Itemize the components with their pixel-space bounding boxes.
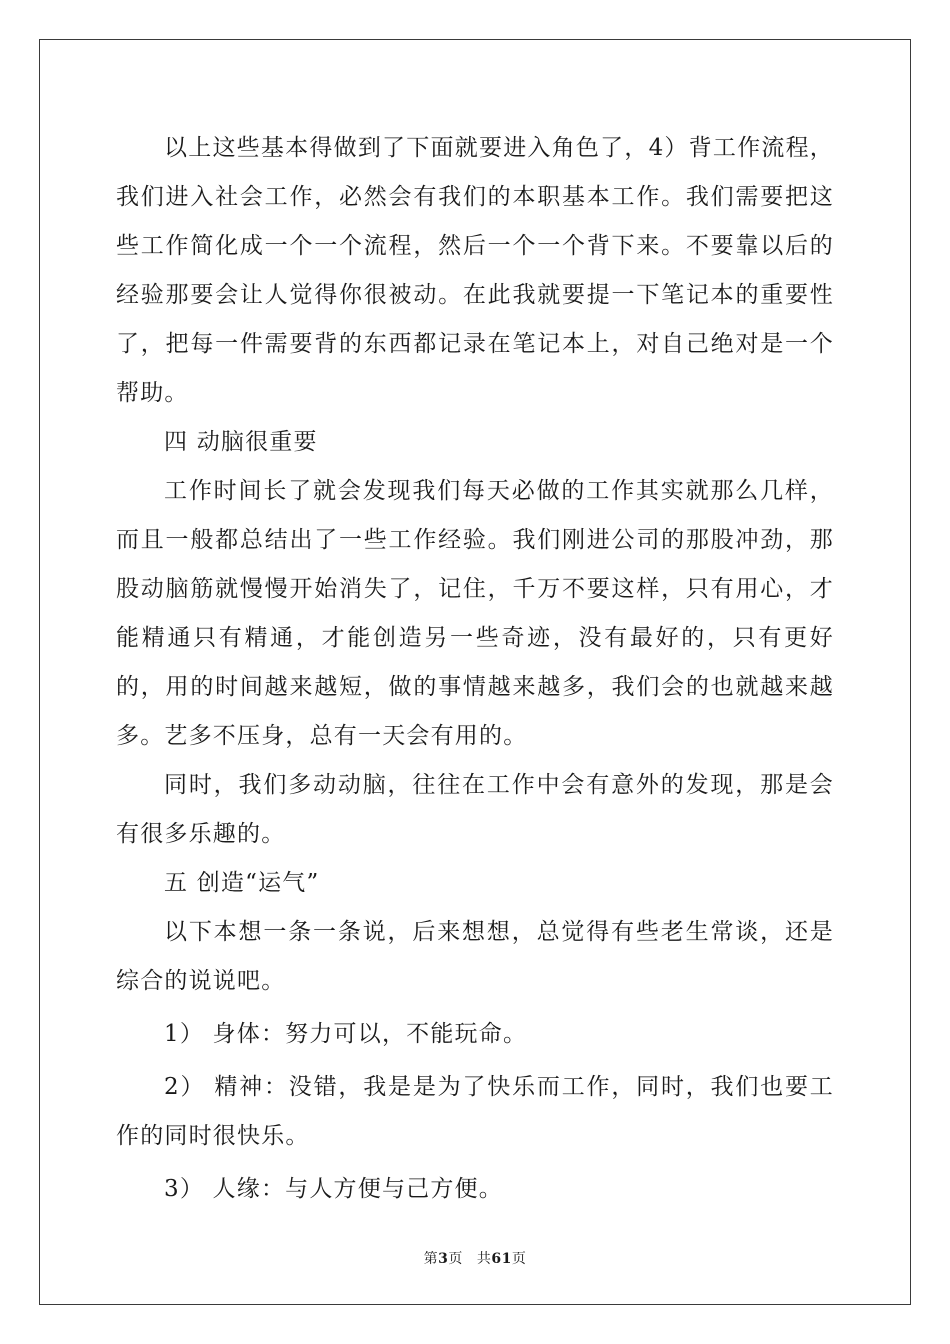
paragraph-4: 以下本想一条一条说，后来想想，总觉得有些老生常谈，还是综合的说说吧。 [116,919,834,994]
document-body [116,124,834,1214]
list-item-1: 1） 身体：努力可以，不能玩命。 [164,1021,528,1047]
list-item-3: 3） 人缘：与人方便与己方便。 [164,1176,503,1202]
paragraph-2: 工作时间长了就会发现我们每天必做的工作其实就那么几样，而且一般都总结出了一些工作经验。我们刚进公司的那股冲劲，那股动脑筋就慢慢开始消失了，记住，千万不要这样，只有用心，才能精通只有精通，才能创造另一些奇迹，没有最好的，只有更好的，用的时间越来越短，做的事情越来越多，我们会的也就越来越多。艺多不压身，总有一天会有用的。 [116,478,834,749]
page-footer [0,1248,950,1268]
paragraph-3: 同时，我们多动动脑，往往在工作中会有意外的发现，那是会有很多乐趣的。 [116,772,834,847]
section-heading-5: 五 创造“运气” [164,870,320,896]
page-total: 共61页 [476,1251,527,1267]
section-heading-4: 四 动脑很重要 [164,429,318,455]
paragraph-1: 以上这些基本得做到了下面就要进入角色了，4）背工作流程，我们进入社会工作，必然会有我们的本职基本工作。我们需要把这些工作简化成一个一个流程，然后一个一个背下来。不要靠以后的经验那要会让人觉得你很被动。在此我就要提一下笔记本的重要性了，把每一件需要背的东西都记录在笔记本上，对自己绝对是一个帮助。 [116,135,834,406]
list-item-2: 2） 精神：没错，我是是为了快乐而工作，同时，我们也要工作的同时很快乐。 [116,1074,834,1149]
page-number: 第3页 [423,1251,463,1267]
